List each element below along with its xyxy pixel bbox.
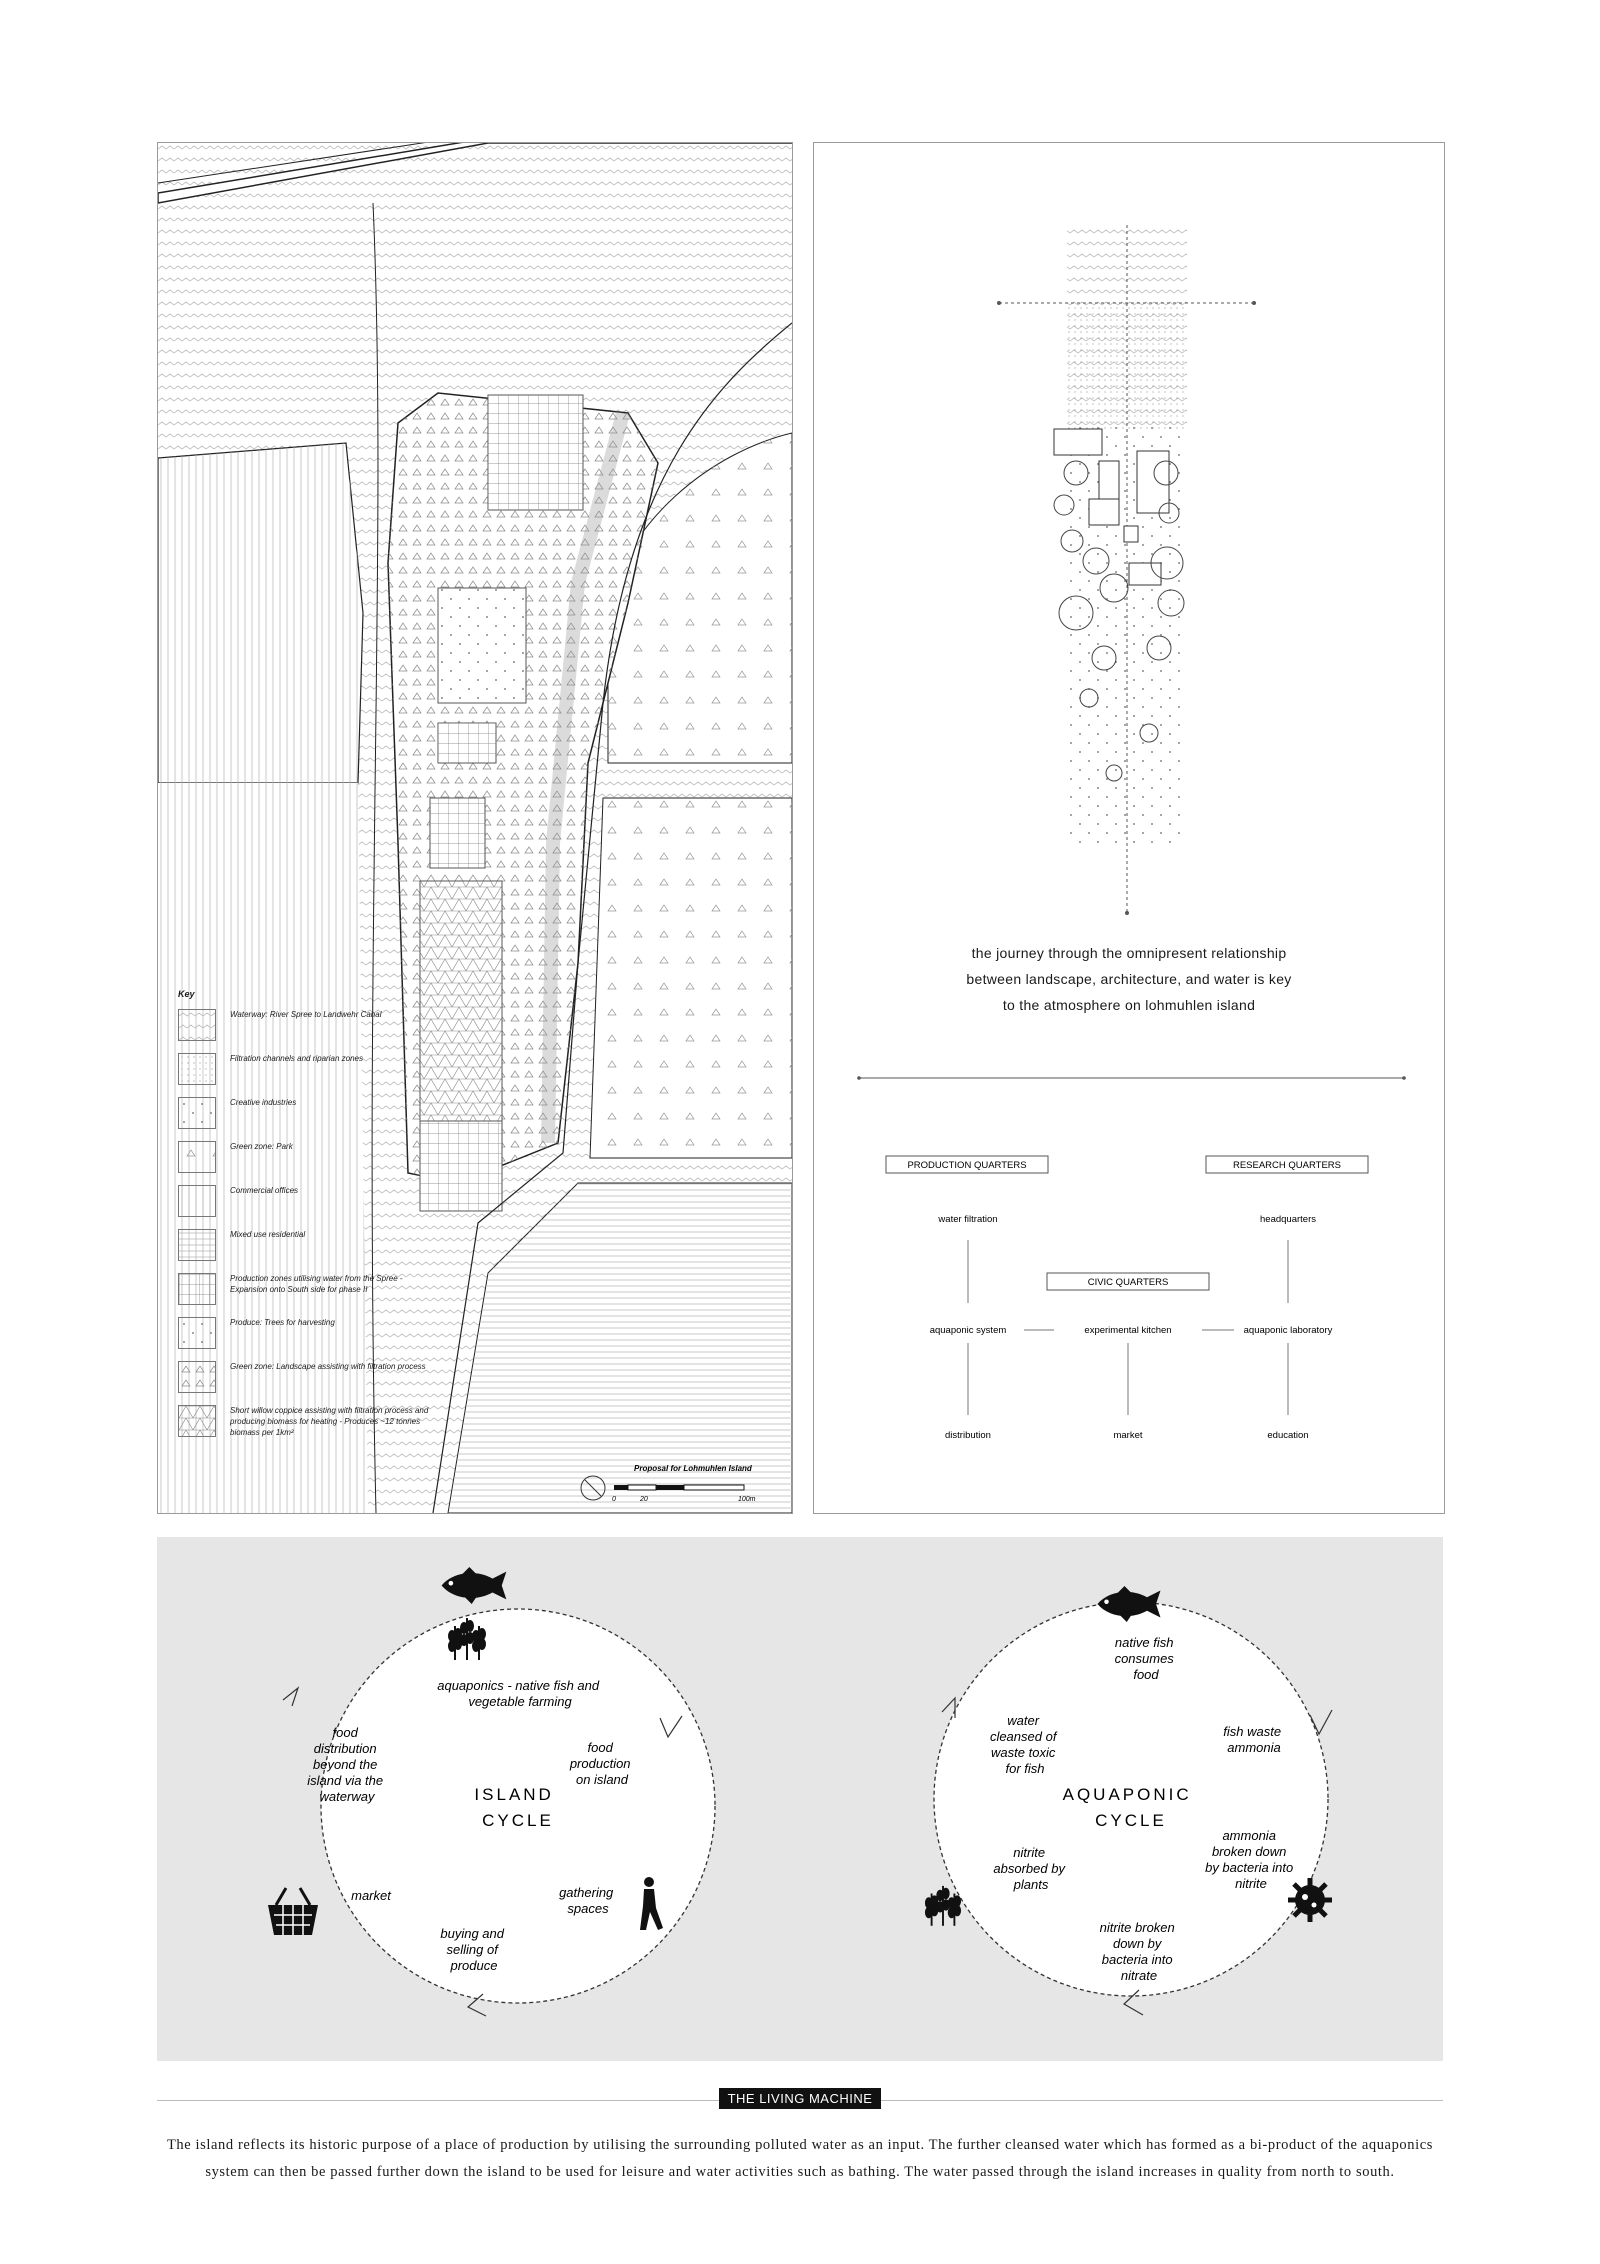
key-title: Key (178, 989, 195, 999)
item-aquaponic-laboratory: aquaponic laboratory (1243, 1325, 1333, 1336)
key-label: Filtration channels and riparian zones (230, 1054, 363, 1063)
item-water-filtration: water filtration (938, 1214, 998, 1225)
item-market: market (1113, 1430, 1143, 1441)
island-label-food-production: food production on island (569, 1740, 631, 1787)
plan-title: Proposal for Lohmuhlen Island (634, 1464, 752, 1473)
key-label: Produce: Trees for harvesting (230, 1318, 335, 1327)
aquaponic-label-water-cleansed: water cleansed of waste toxic for fish (989, 1713, 1057, 1776)
aquaponic-cycle (926, 1586, 1332, 2015)
fish-icon (442, 1567, 507, 1604)
item-headquarters: headquarters (1260, 1214, 1316, 1225)
aquaponic-label-ammonia: ammonia broken down by bacteria into nitrite (1205, 1828, 1294, 1891)
aquaponic-title: AQUAPONIC CYCLE (1062, 1785, 1192, 1830)
island-label-aquaponics: aquaponics - native fish and vegetable farming (437, 1678, 600, 1709)
aquaponic-label-nitrite-broken: nitrite broken down by bacteria into nitrate (1099, 1920, 1175, 1983)
scale-label-100: 100m (738, 1496, 756, 1503)
island-label-buying: buying and selling of produce (440, 1926, 504, 1973)
island-arrow-left (283, 1688, 298, 1706)
key-item (178, 1273, 438, 1317)
quarters-diagram (814, 1063, 1444, 1513)
item-experimental-kitchen: experimental kitchen (1084, 1325, 1172, 1336)
aquaponic-label-fish-waste: fish waste ammonia (1223, 1724, 1282, 1755)
island-strip-diagram (814, 143, 1444, 923)
item-distribution: distribution (945, 1430, 991, 1441)
scale-label-0: 0 (612, 1496, 616, 1503)
island-label-market: market (351, 1888, 391, 1903)
basket-icon (268, 1888, 318, 1935)
key-swatch (178, 1273, 216, 1305)
cycles-diagram (157, 1537, 1443, 2061)
map-key (178, 989, 438, 1449)
island-cycle (268, 1567, 715, 2016)
caption-line-1: the journey through the omnipresent relationship (971, 945, 1287, 961)
island-title: ISLAND CYCLE (474, 1785, 554, 1830)
key-swatch (178, 1009, 216, 1041)
research-quarters-label: RESEARCH QUARTERS (1232, 1160, 1342, 1171)
concept-panel (813, 142, 1445, 1514)
key-swatch (178, 1141, 216, 1173)
description-text: The island reflects its historic purpose of a place of production by utilising the surrounding polluted water as an input. The further cleansed water which has formed as a bi-product of the aquaponics system can then be passed further down the island to be used for leisure and water activities such as bathing. The water passed through the island increases in quality from north to south. (166, 2137, 1434, 2180)
item-aquaponic-system: aquaponic system (929, 1325, 1007, 1336)
concept-caption (814, 940, 1444, 1018)
key-label: Short willow coppice assisting with filtration process and producing biomass for heating - Produces ~12 tonnes biomass per 1km² (230, 1406, 429, 1437)
key-swatch (178, 1405, 216, 1437)
key-label: Waterway: River Spree to Landwehr Canal (230, 1010, 382, 1019)
key-label: Mixed use residential (230, 1230, 306, 1239)
scale-bar (614, 1485, 744, 1490)
plant-icon (926, 1886, 960, 1926)
key-item (178, 1229, 438, 1273)
bacteria-icon (1288, 1878, 1332, 1922)
site-plan-panel (157, 142, 793, 1514)
production-quarters-label: PRODUCTION QUARTERS (907, 1160, 1027, 1171)
key-item (178, 1141, 438, 1185)
island-label-gathering: gathering spaces (559, 1885, 614, 1916)
key-swatch (178, 1229, 216, 1261)
caption-line-2: between landscape, architecture, and water is key (966, 971, 1292, 987)
banner-title: THE LIVING MACHINE (719, 2088, 882, 2109)
key-item (178, 1317, 438, 1361)
key-swatch (178, 1361, 216, 1393)
key-label: Green zone: Park (230, 1142, 293, 1151)
key-label: Production zones utilising water from the Spree - Expansion onto South side for phase II (230, 1274, 403, 1294)
key-label: Green zone: Landscape assisting with filtration process (230, 1362, 426, 1371)
key-swatch (178, 1317, 216, 1349)
item-education: education (1267, 1430, 1309, 1441)
key-item (178, 1053, 438, 1097)
key-label: Creative industries (230, 1098, 297, 1107)
caption-line-3: to the atmosphere on lohmuhlen island (1002, 997, 1256, 1013)
key-label: Commercial offices (230, 1186, 299, 1195)
key-item (178, 1405, 438, 1449)
cycles-panel (157, 1537, 1443, 2061)
key-item (178, 1361, 438, 1405)
key-item (178, 1009, 438, 1053)
civic-quarters-label: CIVIC QUARTERS (1087, 1277, 1169, 1288)
scale-label-20: 20 (640, 1496, 648, 1503)
island-label-distribution: food distribution beyond the island via the waterway (307, 1725, 384, 1804)
key-item (178, 1097, 438, 1141)
key-swatch (178, 1185, 216, 1217)
key-swatch (178, 1053, 216, 1085)
aquaponic-label-native-fish: native fish consumes food (1114, 1635, 1174, 1682)
key-swatch (178, 1097, 216, 1129)
island-cycle-ring (321, 1609, 715, 2003)
banner (0, 2090, 1600, 2108)
key-item (178, 1185, 438, 1229)
aquaponic-label-nitrite-absorbed: nitrite absorbed by plants (993, 1845, 1065, 1892)
